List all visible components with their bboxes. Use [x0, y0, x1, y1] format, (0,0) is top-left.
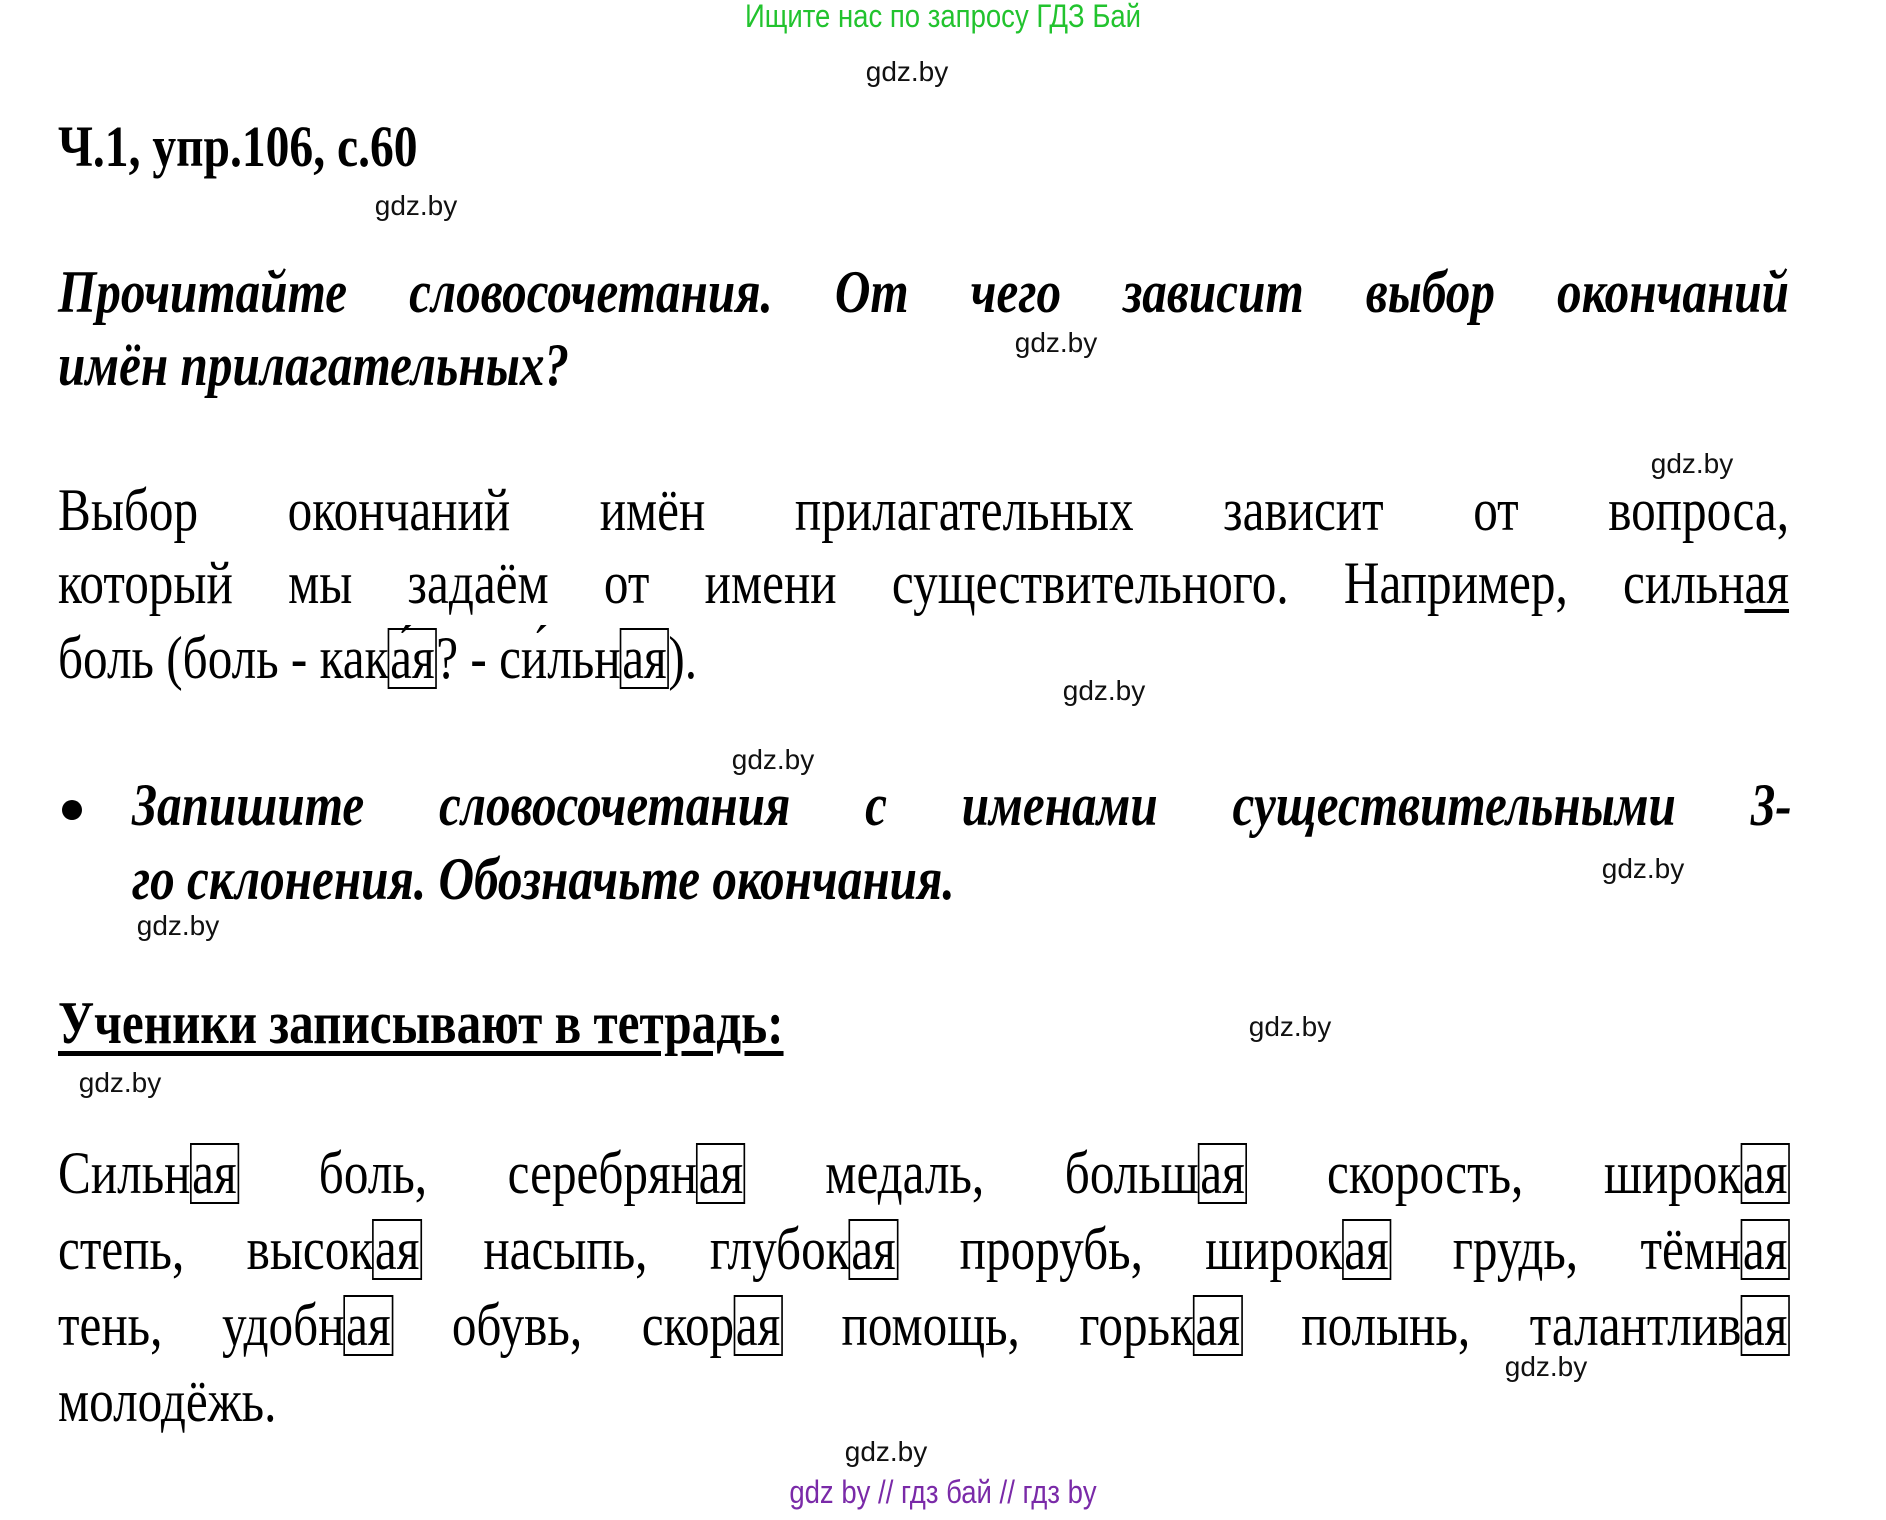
- ending-box: а́я: [388, 628, 437, 689]
- ending-box: ая: [849, 1219, 898, 1280]
- text-segment: насыпь, глубок: [420, 1216, 850, 1282]
- text-line: [58, 550, 1790, 616]
- ending-box: ая: [1198, 1143, 1247, 1204]
- text-segment: боль, серебрян: [238, 1140, 697, 1206]
- exercise-title: Ч.1, упр.106, с.60: [58, 114, 418, 179]
- task-line: имён прилагательных?: [58, 332, 570, 398]
- text-segment: боль (боль - как: [58, 625, 389, 691]
- watermark: gdz.by: [1650, 448, 1734, 479]
- watermark: gdz.by: [78, 1067, 162, 1098]
- ending-box: ая: [344, 1295, 393, 1356]
- ending-box: ая: [1740, 1219, 1789, 1280]
- promo-text[interactable]: Ищите нас по запросу ГДЗ Бай: [744, 0, 1142, 34]
- task-line: Прочитайте словосочетания. От чего зависит выбор окончаний: [58, 259, 1790, 325]
- watermark: gdz.by: [1504, 1351, 1588, 1382]
- text-segment: медаль, больш: [744, 1140, 1199, 1206]
- footer-links[interactable]: gdz by // гдз бай // гдз by: [789, 1474, 1097, 1510]
- text-line: [58, 1216, 1789, 1282]
- ending-box: ая: [1342, 1219, 1391, 1280]
- ending-box: ая: [190, 1143, 239, 1204]
- text-segment: полынь, талантлив: [1241, 1292, 1742, 1358]
- text-segment: ? - си́льн: [436, 625, 621, 691]
- section-heading: Ученики записывают в тетрадь:: [58, 990, 784, 1056]
- text-segment: Выбор окончаний имён прилагательных зависит от вопроса,: [58, 477, 1790, 543]
- text-segment: который мы задаём от имени существительного. Например, сильн: [58, 550, 1745, 616]
- watermark: gdz.by: [136, 910, 220, 941]
- text-segment: ).: [668, 625, 698, 691]
- task-line: го склонения. Обозначьте окончания.: [132, 846, 955, 912]
- watermark: gdz.by: [1062, 675, 1146, 706]
- text-segment: степь, высок: [58, 1216, 374, 1282]
- ending-box: ая: [1740, 1143, 1789, 1204]
- text-segment: молодёжь.: [58, 1368, 277, 1434]
- ending-box: ая: [372, 1219, 421, 1280]
- text-line: [58, 1140, 1789, 1206]
- text-segment: обувь, скор: [392, 1292, 735, 1358]
- text-line: [58, 625, 698, 691]
- ending-box: ая: [620, 628, 669, 689]
- watermark: gdz.by: [731, 744, 815, 775]
- text-segment: помощь, горьк: [781, 1292, 1194, 1358]
- text-line: [58, 1292, 1789, 1358]
- text-segment: Сильн: [58, 1140, 191, 1206]
- text-segment: скорость, широк: [1246, 1140, 1742, 1206]
- ending-box: ая: [696, 1143, 745, 1204]
- text-line: [58, 1368, 277, 1434]
- task-line: Запишите словосочетания с именами существительными 3-: [132, 772, 1792, 838]
- text-line: [58, 477, 1790, 543]
- ending-box: ая: [1193, 1295, 1242, 1356]
- bullet-icon: [62, 800, 82, 820]
- watermark: gdz.by: [1248, 1011, 1332, 1042]
- text-segment: прорубь, широк: [897, 1216, 1343, 1282]
- text-segment: грудь, тёмн: [1390, 1216, 1742, 1282]
- underlined-ending: ая: [1744, 550, 1790, 616]
- ending-box: ая: [733, 1295, 782, 1356]
- text-segment: тень, удобн: [58, 1292, 345, 1358]
- watermark: gdz.by: [1601, 853, 1685, 884]
- watermark: gdz.by: [865, 56, 949, 87]
- watermark: gdz.by: [374, 190, 458, 221]
- ending-box: ая: [1740, 1295, 1789, 1356]
- watermark: gdz.by: [844, 1436, 928, 1467]
- watermark: gdz.by: [1014, 327, 1098, 358]
